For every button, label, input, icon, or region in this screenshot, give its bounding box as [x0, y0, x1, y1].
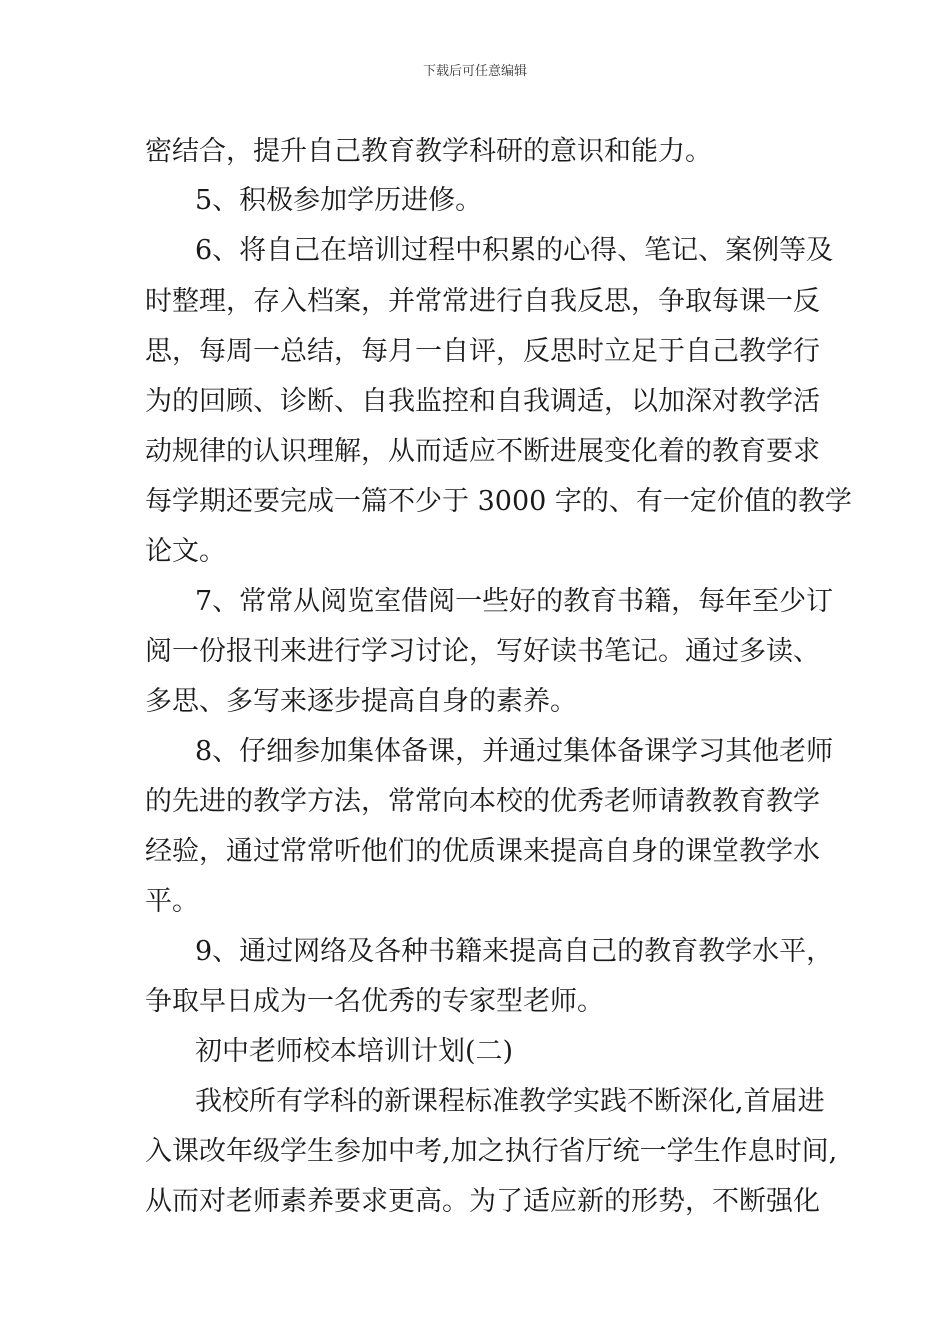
- text-line: 论文。: [145, 536, 226, 567]
- text-line: 6、将自己在培训过程中积累的心得、笔记、案例等及: [195, 235, 834, 266]
- text-line: 9、通过网络及各种书籍来提高自己的教育教学水平，: [195, 936, 834, 967]
- text-line: 思，每周一总结，每月一自评，反思时立足于自己教学行: [145, 336, 820, 367]
- section-title: 初中老师校本培训计划(二): [195, 1036, 514, 1067]
- text-line: 7、常常从阅览室借阅一些好的教育书籍，每年至少订: [195, 586, 834, 617]
- text-line: 阅一份报刊来进行学习讨论，写好读书笔记。通过多读、: [145, 636, 820, 667]
- text-line: 平。: [145, 886, 199, 917]
- text-line: 每学期还要完成一篇不少于 3000 字的、有一定价值的教学: [145, 486, 852, 517]
- text-line: 入课改年级学生参加中考,加之执行省厅统一学生作息时间,: [145, 1136, 838, 1167]
- text-line: 我校所有学科的新课程标准教学实践不断深化,首届进: [195, 1086, 825, 1117]
- text-line: 的先进的教学方法，常常向本校的优秀老师请教教育教学: [145, 786, 820, 817]
- text-line: 为的回顾、诊断、自我监控和自我调适，以加深对教学活: [145, 386, 820, 417]
- text-line: 时整理，存入档案，并常常进行自我反思，争取每课一反: [145, 286, 820, 317]
- text-line: 经验，通过常常听他们的优质课来提高自身的课堂教学水: [145, 836, 820, 867]
- text-line: 动规律的认识理解，从而适应不断进展变化着的教育要求: [145, 436, 820, 467]
- text-line: 多思、多写来逐步提高自身的素养。: [145, 686, 577, 717]
- text-line: 从而对老师素养要求更高。为了适应新的形势，不断强化: [145, 1186, 820, 1217]
- text-line: 5、积极参加学历进修。: [195, 185, 483, 216]
- page-header: 下载后可任意编辑: [422, 64, 527, 79]
- text-line: 争取早日成为一名优秀的专家型老师。: [145, 986, 604, 1017]
- text-line: 密结合，提升自己教育教学科研的意识和能力。: [145, 136, 712, 167]
- text-line: 8、仔细参加集体备课，并通过集体备课学习其他老师: [195, 736, 834, 767]
